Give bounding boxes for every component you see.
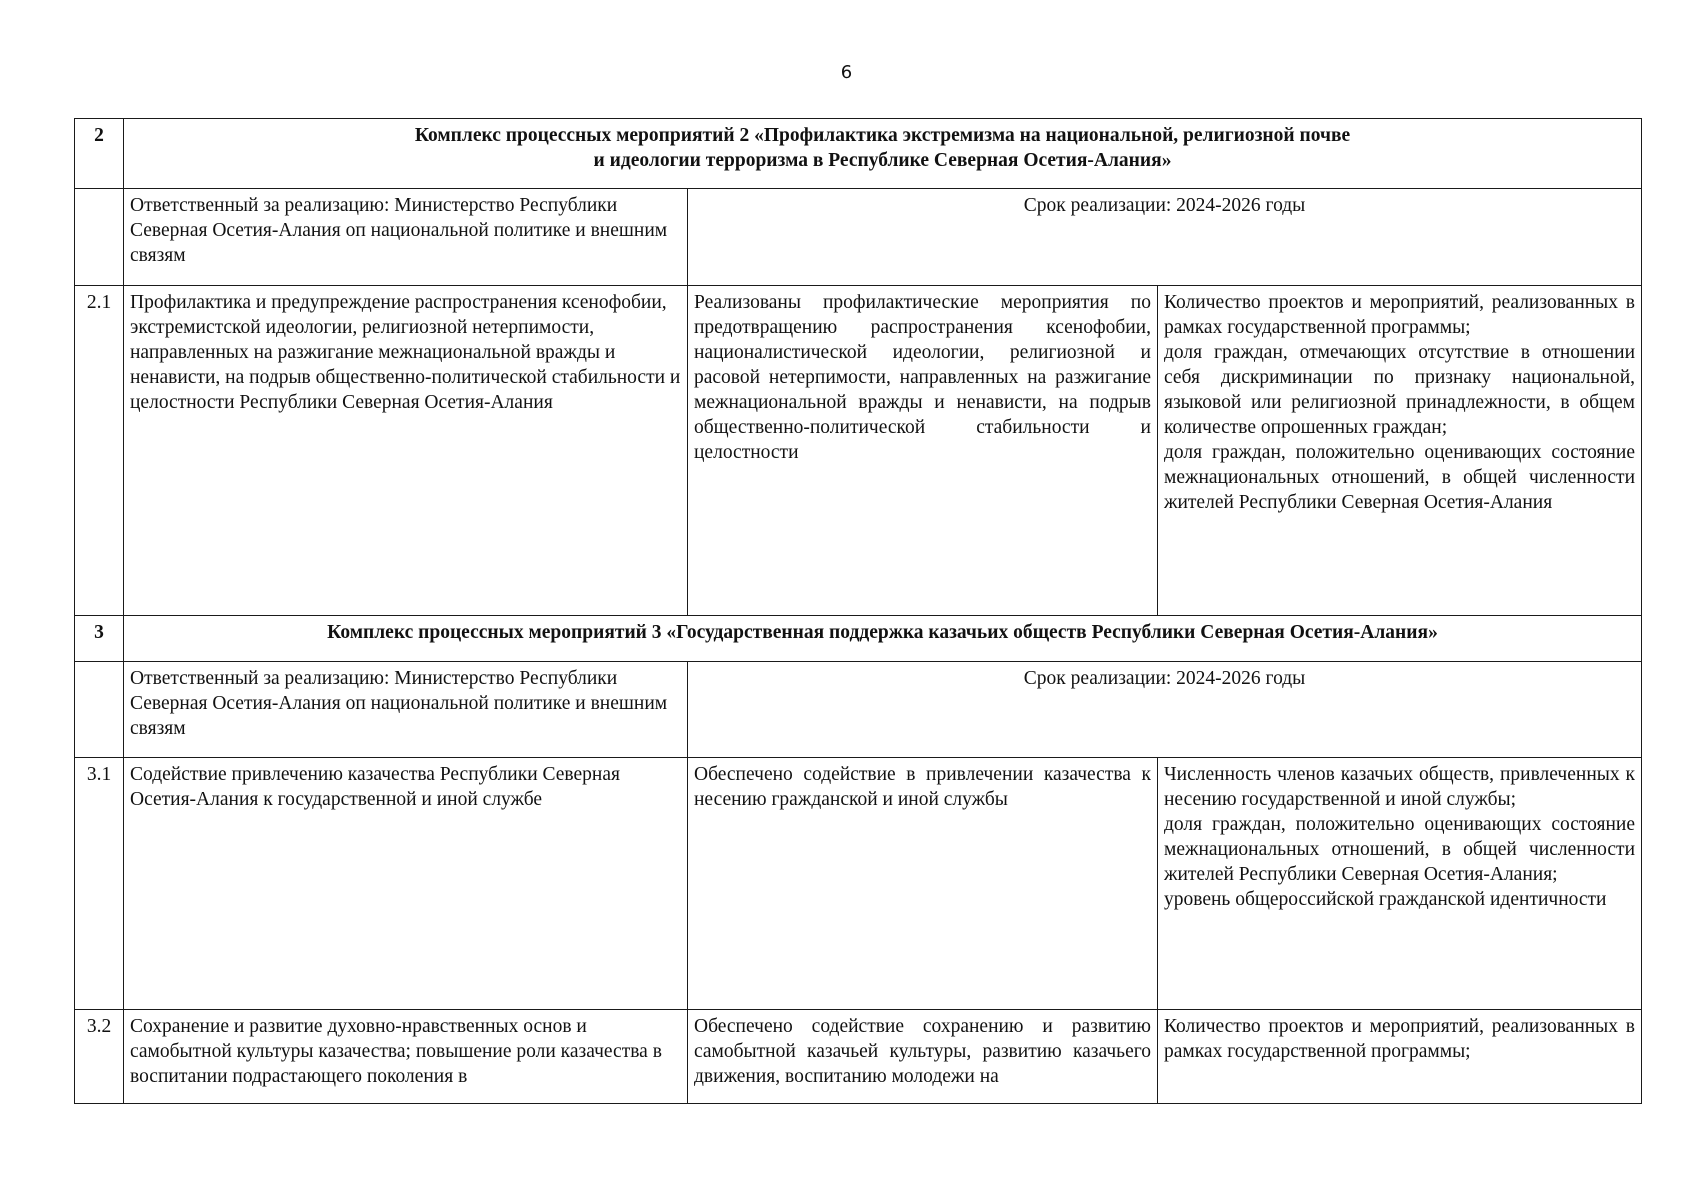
section-3-period: Срок реализации: 2024-2026 годы	[688, 662, 1642, 758]
row-3-2-indicators	[1158, 1010, 1642, 1104]
section-3-header-row	[75, 616, 1642, 662]
section-3-empty-num	[75, 662, 124, 758]
row-2-1-result: Реализованы профилактические мероприятия по предотвращению распространения ксенофобии, националистической идеологии, религиозной и расовой нетерпимости, направленных на разжигание межнациональной вражды и ненависти, на подрыв общественно-политической стабильности и целостности	[688, 286, 1158, 616]
section-2-title-line-1: Комплекс процессных мероприятий 2 «Профилактика экстремизма на национальной, религиозной почве	[414, 125, 1351, 146]
row-2-1-indicator-2: доля граждан, отмечающих отсутствие в отношении себя дискриминации по признаку национальной, языковой или религиозной принадлежности, в общем количестве опрошенных граждан;	[1164, 342, 1636, 438]
row-2-1-indicators	[1158, 286, 1642, 616]
section-2-title	[124, 119, 1642, 189]
row-3-1-indicators	[1158, 758, 1642, 1010]
section-2-header-row	[75, 119, 1642, 189]
row-2-1-task: Профилактика и предупреждение распространения ксенофобии, экстремистской идеологии, религиозной нетерпимости, направленных на разжигание межнациональной вражды и ненависти, на подрыв общественно-политической стабильности и целостности Республики Северная Осетия-Алания	[124, 286, 688, 616]
row-3-2-indicator-1: Количество проектов и мероприятий, реализованных в рамках государственной программы;	[1164, 1016, 1636, 1062]
section-3-number: 3	[75, 616, 124, 662]
section-2-title-line-2: и идеологии терроризма в Республике Северная Осетия-Алания»	[593, 150, 1172, 171]
measures-table	[74, 118, 1642, 1104]
section-2-period: Срок реализации: 2024-2026 годы	[688, 189, 1642, 286]
row-3-1-number: 3.1	[75, 758, 124, 1010]
row-3-1-task: Содействие привлечению казачества Республики Северная Осетия-Алания к государственной и иной службе	[124, 758, 688, 1010]
row-3-2	[75, 1010, 1642, 1104]
row-2-1-indicator-3: доля граждан, положительно оценивающих состояние межнациональных отношений, в общей численности жителей Республики Северная Осетия-Алания	[1164, 442, 1636, 513]
row-3-2-number: 3.2	[75, 1010, 124, 1104]
section-2-responsible: Ответственный за реализацию: Министерство Республики Северная Осетия-Алания оп национальной политике и внешним связям	[124, 189, 688, 286]
row-2-1-number: 2.1	[75, 286, 124, 616]
row-2-1-indicator-1: Количество проектов и мероприятий, реализованных в рамках государственной программы;	[1164, 292, 1636, 338]
section-3-responsible-row	[75, 662, 1642, 758]
section-3-title: Комплекс процессных мероприятий 3 «Государственная поддержка казачьих обществ Республики Северная Осетия-Алания»	[124, 616, 1642, 662]
row-3-1-indicator-3: уровень общероссийской гражданской идентичности	[1164, 889, 1607, 910]
row-3-1-indicator-2: доля граждан, положительно оценивающих состояние межнациональных отношений, в общей численности жителей Республики Северная Осетия-Алания;	[1164, 814, 1636, 885]
row-3-1-result: Обеспечено содействие в привлечении казачества к несению гражданской и иной службы	[688, 758, 1158, 1010]
section-3-responsible: Ответственный за реализацию: Министерство Республики Северная Осетия-Алания оп национальной политике и внешним связям	[124, 662, 688, 758]
row-3-2-result: Обеспечено содействие сохранению и развитию самобытной казачьей культуры, развитию казачьего движения, воспитанию молодежи на	[688, 1010, 1158, 1104]
row-3-2-task: Сохранение и развитие духовно-нравственных основ и самобытной культуры казачества; повышение роли казачества в воспитании подрастающего поколения в	[124, 1010, 688, 1104]
page-number: 6	[840, 62, 853, 83]
row-3-1	[75, 758, 1642, 1010]
row-2-1	[75, 286, 1642, 616]
section-2-number: 2	[75, 119, 124, 189]
section-2-empty-num	[75, 189, 124, 286]
row-3-1-indicator-1: Численность членов казачьих обществ, привлеченных к несению государственной и иной службы;	[1164, 764, 1636, 810]
section-2-responsible-row	[75, 189, 1642, 286]
